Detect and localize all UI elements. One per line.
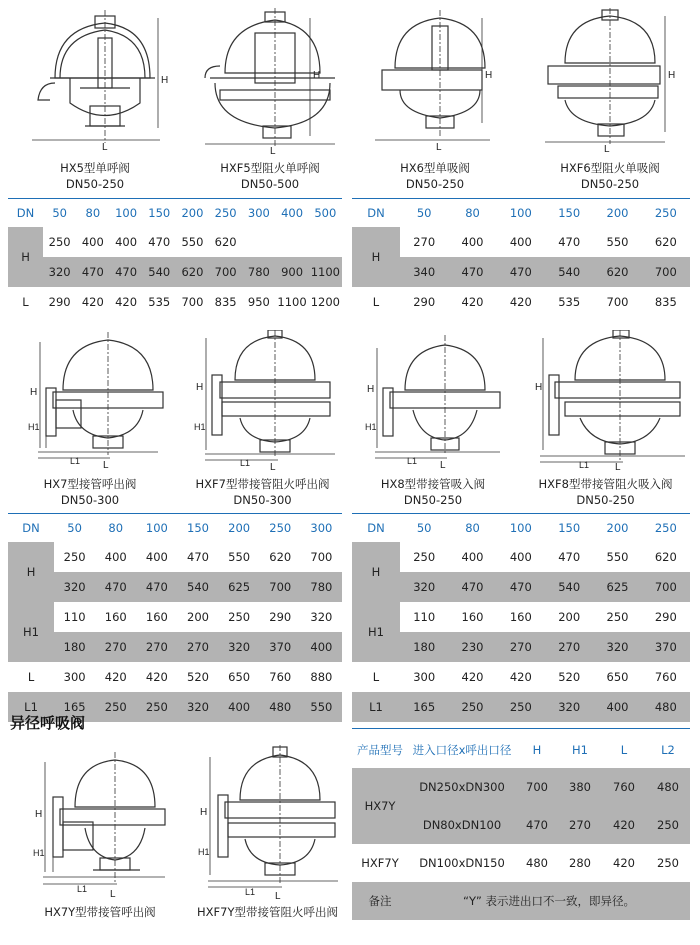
caption-range: DN50-250 bbox=[405, 177, 465, 191]
caption-model: HXF7型带接管阻火呼出阀 bbox=[195, 477, 330, 491]
l-label: L bbox=[372, 295, 380, 309]
table-hx5-hxf5 bbox=[8, 199, 342, 317]
caption-model: HX8型带接管吸入阀 bbox=[380, 477, 486, 491]
table-row: L 300 420 420 520 650 760 880 bbox=[8, 662, 342, 692]
caption-range: DN50-250 bbox=[576, 493, 635, 507]
h-label: H bbox=[8, 542, 54, 602]
table-row: L 300 420 420 520 650 760 bbox=[352, 662, 690, 692]
dim-h1: H1 bbox=[198, 847, 210, 857]
table-row: L 290 420 420 535 700 835 950 1100 1200 bbox=[8, 287, 342, 317]
dim-h1: H1 bbox=[28, 422, 40, 432]
caption-hx8 bbox=[358, 476, 508, 508]
table-header-row: DN 50 80 100 150 200 250 bbox=[352, 199, 690, 227]
h-label: H bbox=[352, 542, 400, 602]
caption-model: HX5型单呼阀 bbox=[60, 161, 130, 175]
table-row: 320 470 470 540 620 700 780 900 1100 bbox=[8, 257, 342, 287]
table-row: 320 470 470 540 625 700 780 bbox=[8, 572, 342, 602]
caption-range: DN50-250 bbox=[65, 177, 125, 191]
dim-h: H bbox=[313, 70, 321, 81]
dim-h1: H1 bbox=[365, 422, 377, 432]
valve-drawing-hx7 bbox=[18, 330, 168, 470]
dn-label: DN bbox=[16, 206, 35, 220]
dim-l: L bbox=[604, 144, 610, 155]
dn-label: DN bbox=[367, 206, 385, 220]
table-row: 340 470 470 540 620 700 bbox=[352, 257, 690, 287]
dim-l: L bbox=[615, 462, 621, 470]
caption-hxf5 bbox=[195, 160, 345, 192]
dim-h: H bbox=[196, 382, 204, 393]
l1-label: L1 bbox=[8, 692, 54, 722]
table-row: 320 470 470 540 625 700 bbox=[352, 572, 690, 602]
table-row: DN80xDN100 470 270 420 250 bbox=[352, 806, 690, 844]
caption-range: DN50-300 bbox=[60, 493, 120, 507]
valve-drawing-hxf8 bbox=[535, 330, 690, 470]
l-label: L bbox=[27, 670, 35, 684]
caption-hx5 bbox=[20, 160, 170, 192]
valve-drawing-hx7y bbox=[15, 752, 170, 902]
valve-drawing-hxf6 bbox=[540, 8, 690, 158]
caption-hxf8 bbox=[518, 476, 693, 508]
dim-l: L bbox=[102, 142, 108, 153]
table-row: H1 110 160 160 200 250 290 bbox=[352, 602, 690, 632]
l-label: L bbox=[372, 670, 380, 684]
table-row: H 250 400 400 470 550 620 bbox=[352, 542, 690, 572]
valve-drawing-hx5 bbox=[20, 8, 170, 158]
caption-hxf7y bbox=[185, 904, 350, 920]
dim-h1: H1 bbox=[33, 848, 45, 858]
dim-h: H bbox=[161, 75, 169, 86]
dn-label: DN bbox=[367, 521, 385, 535]
table-header-row: DN 50 80 100 150 200 250 300 400 500 bbox=[8, 199, 342, 227]
table-header-row: DN 50 80 100 150 200 250 bbox=[352, 514, 690, 542]
reducer-spec-table bbox=[352, 732, 690, 920]
dim-l1: L1 bbox=[407, 456, 418, 466]
table-hx8-hxf8 bbox=[352, 514, 690, 722]
dim-l1: L1 bbox=[579, 460, 590, 470]
dim-l1: L1 bbox=[240, 458, 251, 468]
dim-h: H bbox=[30, 387, 38, 398]
table-row: H1 110 160 160 200 250 290 320 bbox=[8, 602, 342, 632]
caption-model: HX7型接管呼出阀 bbox=[43, 477, 137, 491]
table-header-row: DN 50 80 100 150 200 250 300 bbox=[8, 514, 342, 542]
caption-model: HXF7Y型带接管阻火呼出阀 bbox=[197, 905, 338, 919]
section-title: 异径呼吸阀 bbox=[10, 714, 86, 732]
dim-l: L bbox=[275, 891, 281, 902]
dim-l1: L1 bbox=[77, 884, 88, 894]
caption-model: HXF6型阻火单吸阀 bbox=[560, 161, 660, 175]
h1-label: H1 bbox=[352, 602, 400, 662]
dim-l: L bbox=[440, 460, 446, 470]
dim-h: H bbox=[485, 70, 493, 81]
caption-model: HX6型单吸阀 bbox=[400, 161, 470, 175]
h-label: H bbox=[8, 227, 43, 287]
note-text: “Y” 表示进出口不一致，即异径。 bbox=[408, 882, 690, 920]
model-label: HX7Y bbox=[352, 768, 408, 844]
valve-drawing-hxf7y bbox=[190, 745, 340, 905]
dim-l1: L1 bbox=[70, 456, 81, 466]
h-label: H bbox=[352, 227, 400, 287]
dim-l: L bbox=[110, 889, 116, 900]
caption-range: DN50-250 bbox=[403, 493, 463, 507]
table-row: H 250 400 400 470 550 620 700 bbox=[8, 542, 342, 572]
table-row: 180 230 270 270 320 370 bbox=[352, 632, 690, 662]
table-row: L1 165 250 250 320 400 480 550 bbox=[8, 692, 342, 722]
caption-model: HXF8型带接管阻火吸入阀 bbox=[538, 477, 673, 491]
dim-l: L bbox=[270, 146, 276, 157]
table-row: L 290 420 420 535 700 835 bbox=[352, 287, 690, 317]
caption-model: HXF5型阻火单呼阀 bbox=[220, 161, 320, 175]
table-row bbox=[352, 882, 690, 920]
caption-model: HX7Y型带接管呼出阀 bbox=[44, 905, 156, 919]
dim-h: H bbox=[367, 384, 375, 395]
l1-label: L1 bbox=[352, 692, 400, 722]
caption-hxf7 bbox=[180, 476, 345, 508]
valve-drawing-hxf7 bbox=[190, 330, 340, 470]
dim-h1: H1 bbox=[194, 422, 206, 432]
dim-h: H bbox=[200, 807, 208, 818]
dim-l: L bbox=[436, 142, 442, 153]
table-hx7-hxf7 bbox=[8, 514, 342, 722]
dim-h: H bbox=[35, 809, 43, 820]
table-row: HX7Y DN250xDN300 700 380 760 480 bbox=[352, 768, 690, 806]
dim-h: H bbox=[535, 382, 543, 393]
table-row: L1 165 250 250 320 400 480 bbox=[352, 692, 690, 722]
caption-range: DN50-300 bbox=[233, 493, 292, 507]
dim-h: H bbox=[668, 70, 676, 81]
h1-label: H1 bbox=[8, 602, 54, 662]
table-header-row: 产品型号 进入口径x呼出口径 H H1 L L2 bbox=[357, 743, 675, 757]
table-row: H 270 400 400 470 550 620 bbox=[352, 227, 690, 257]
dn-label: DN bbox=[22, 521, 40, 535]
note-label: 备注 bbox=[352, 882, 408, 920]
table-row: HXF7Y DN100xDN150 480 280 420 250 bbox=[352, 844, 690, 882]
dim-l: L bbox=[270, 462, 276, 470]
table-row: 180 270 270 270 320 370 400 bbox=[8, 632, 342, 662]
caption-range: DN50-500 bbox=[240, 177, 300, 191]
caption-hx7 bbox=[15, 476, 165, 508]
caption-hxf6 bbox=[530, 160, 690, 192]
model-label: HXF7Y bbox=[361, 856, 399, 870]
valve-drawing-hxf5 bbox=[195, 8, 345, 158]
caption-range: DN50-250 bbox=[580, 177, 640, 191]
dim-l: L bbox=[103, 460, 109, 470]
caption-hx6 bbox=[360, 160, 510, 192]
table-hx6-hxf6 bbox=[352, 199, 690, 317]
valve-drawing-hx8 bbox=[365, 330, 515, 470]
l-label: L bbox=[22, 295, 29, 309]
valve-drawing-hx6 bbox=[370, 8, 520, 158]
table-row: H 250 400 400 470 550 620 bbox=[8, 227, 342, 257]
dim-l1: L1 bbox=[245, 887, 256, 897]
caption-hx7y bbox=[20, 904, 180, 920]
